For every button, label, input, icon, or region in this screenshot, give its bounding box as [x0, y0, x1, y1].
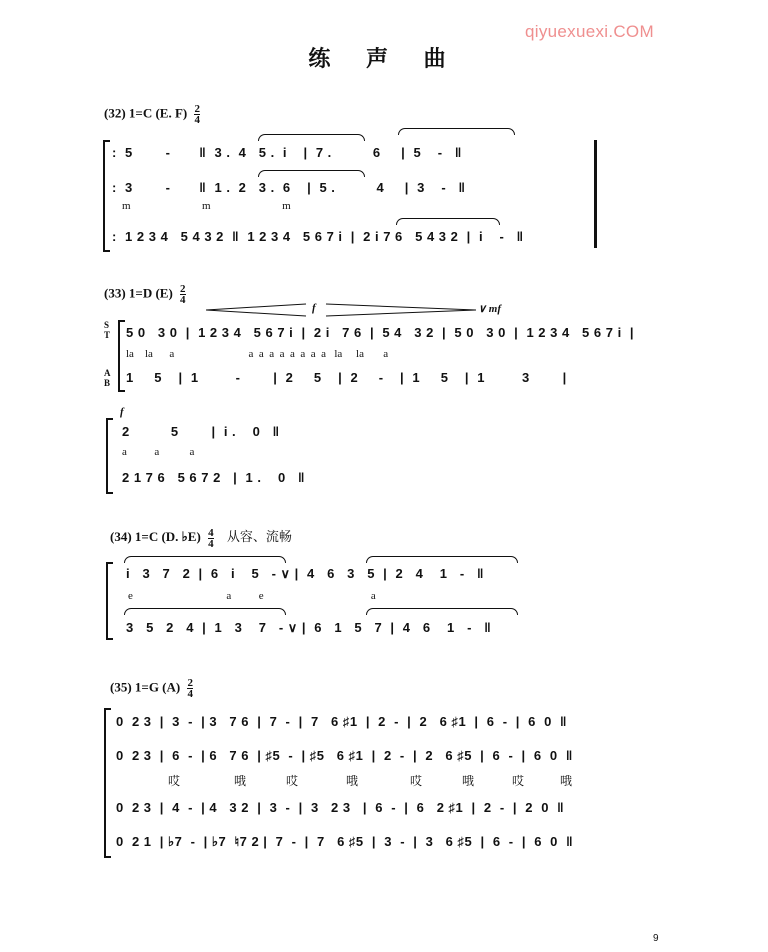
ex33-crescendo-decrescendo [206, 302, 496, 318]
ex32-key: (32) 1=C (E. F) [104, 105, 188, 121]
ex32-voice-3: : 1 2 3 4 5 4 3 2 ‖ 1 2 3 4 5 6 7 i | 2 i 7 6 5 4 3 2 | i - ‖ [112, 229, 524, 244]
ex32-header [104, 104, 200, 125]
ex32-system-bracket [103, 140, 110, 252]
ex35-key: (35) 1=G (A) [110, 679, 181, 695]
watermark: qiyuexuexi.COM [525, 22, 654, 41]
ex35-lyric: 哎 [286, 774, 299, 788]
ex33-key: (33) 1=D (E) [104, 285, 173, 301]
ex35-lyric: 哎 [512, 774, 525, 788]
ex34-system-bracket [106, 562, 113, 640]
ex33-dynamic-mf: ∨ mf [478, 303, 502, 315]
ex33-cont-upper: 2 5 | i . 0 ‖ [122, 424, 280, 439]
ex34-lower-voice: 3 5 2 4 | 1 3 7 - ∨ | 6 1 5 7 | 4 6 1 - ‖ [126, 620, 492, 635]
ex33-lyrics: la la a a a a a a a a a la la a [126, 348, 389, 360]
ex33-cont-bracket [106, 418, 113, 494]
ex34-tempo-marking: 从容、流畅 [226, 529, 292, 544]
ex33-part-label-ab: A B [104, 368, 111, 388]
ex32-voice-1: : 5 - ‖ 3 . 4 5 . i | 7 . 6 | 5 - ‖ [112, 145, 462, 160]
ex35-voice-1: 0 2 3 | 3 - | 3 7 6 | 7 - | 7 6 ♯1 | 2 - | 2 6 ♯1 | 6 - | 6 0 ‖ [116, 714, 568, 729]
ex32-voice-2: : 3 - ‖ 1 . 2 3 . 6 | 5 . 4 | 3 - ‖ [112, 180, 466, 195]
ex34-time-signature: $\frac{4}{4}$ [208, 526, 214, 550]
ex35-lyric: 哎 [168, 774, 181, 788]
ex34-slur [124, 608, 286, 615]
ex34-lyrics: e a e a [128, 590, 376, 602]
ex33-upper-voice: 5 0 3 0 | 1 2 3 4 5 6 7 i | 2 i 7 6 | 5 4 3 2 | 5 0 3 0 | 1 2 3 4 5 6 7 i | [126, 325, 635, 340]
ex34-upper-voice: i 3 7 2 | 6 i 5 - ∨ | 4 6 3 5 | 2 4 1 - ‖ [126, 566, 484, 581]
ex32-slur [398, 128, 515, 135]
ex33-dynamic-f: f [312, 302, 316, 314]
page-number: 9 [653, 933, 659, 944]
ex33-cont-lyrics: a a a [122, 446, 195, 458]
ex35-lyric: 哦 [234, 774, 247, 788]
ex34-slur [366, 608, 518, 615]
ex35-system-bracket [104, 708, 111, 858]
ex33-lower-voice: 1 5 | 1 - | 2 5 | 2 - | 1 5 | 1 3 | [126, 370, 567, 385]
page-title: 练 声 曲 [308, 46, 460, 72]
ex35-time-signature: $\frac{2}{4}$ [187, 677, 193, 700]
ex33-cont-lower: 2 1 7 6 5 6 7 2 | 1 . 0 ‖ [122, 470, 305, 485]
ex32-slur [396, 218, 500, 225]
ex32-slur [258, 134, 365, 141]
ex35-lyric: 哦 [346, 774, 359, 788]
ex33-part-label-st: S T [104, 320, 111, 340]
ex35-header [110, 678, 193, 699]
ex33-time-signature: $\frac{2}{4}$ [180, 283, 186, 306]
ex34-key: (34) 1=C (D. ♭E) [110, 529, 201, 544]
ex32-lyrics: m m m [122, 200, 291, 212]
ex35-lyric: 哦 [560, 774, 573, 788]
ex35-voice-2: 0 2 3 | 6 - | 6 7 6 | ♯5 - | ♯5 6 ♯1 | 2 - | 2 6 ♯5 | 6 - | 6 0 ‖ [116, 748, 573, 763]
ex35-voice-3: 0 2 3 | 4 - | 4 3 2 | 3 - | 3 2 3 | 6 - | 6 2 ♯1 | 2 - | 2 0 ‖ [116, 800, 565, 815]
ex35-lyric: 哦 [462, 774, 475, 788]
ex35-voice-4: 0 2 1 | ♭7 - | ♭7 ♮7 2 | 7 - | 7 6 ♯5 | 3 - | 3 6 ♯5 | 6 - | 6 0 ‖ [116, 834, 574, 849]
ex34-header [110, 526, 292, 549]
ex33-system-bracket [118, 320, 125, 392]
ex35-lyric: 哎 [410, 774, 423, 788]
ex32-slur [258, 170, 365, 177]
ex34-slur [124, 556, 286, 563]
ex33-dynamic-f-cont: f [120, 406, 124, 418]
ex33-header [104, 284, 186, 305]
ex34-slur [366, 556, 518, 563]
ex32-final-barline [594, 140, 597, 248]
ex32-time-signature: $\frac{2}{4}$ [194, 103, 200, 126]
